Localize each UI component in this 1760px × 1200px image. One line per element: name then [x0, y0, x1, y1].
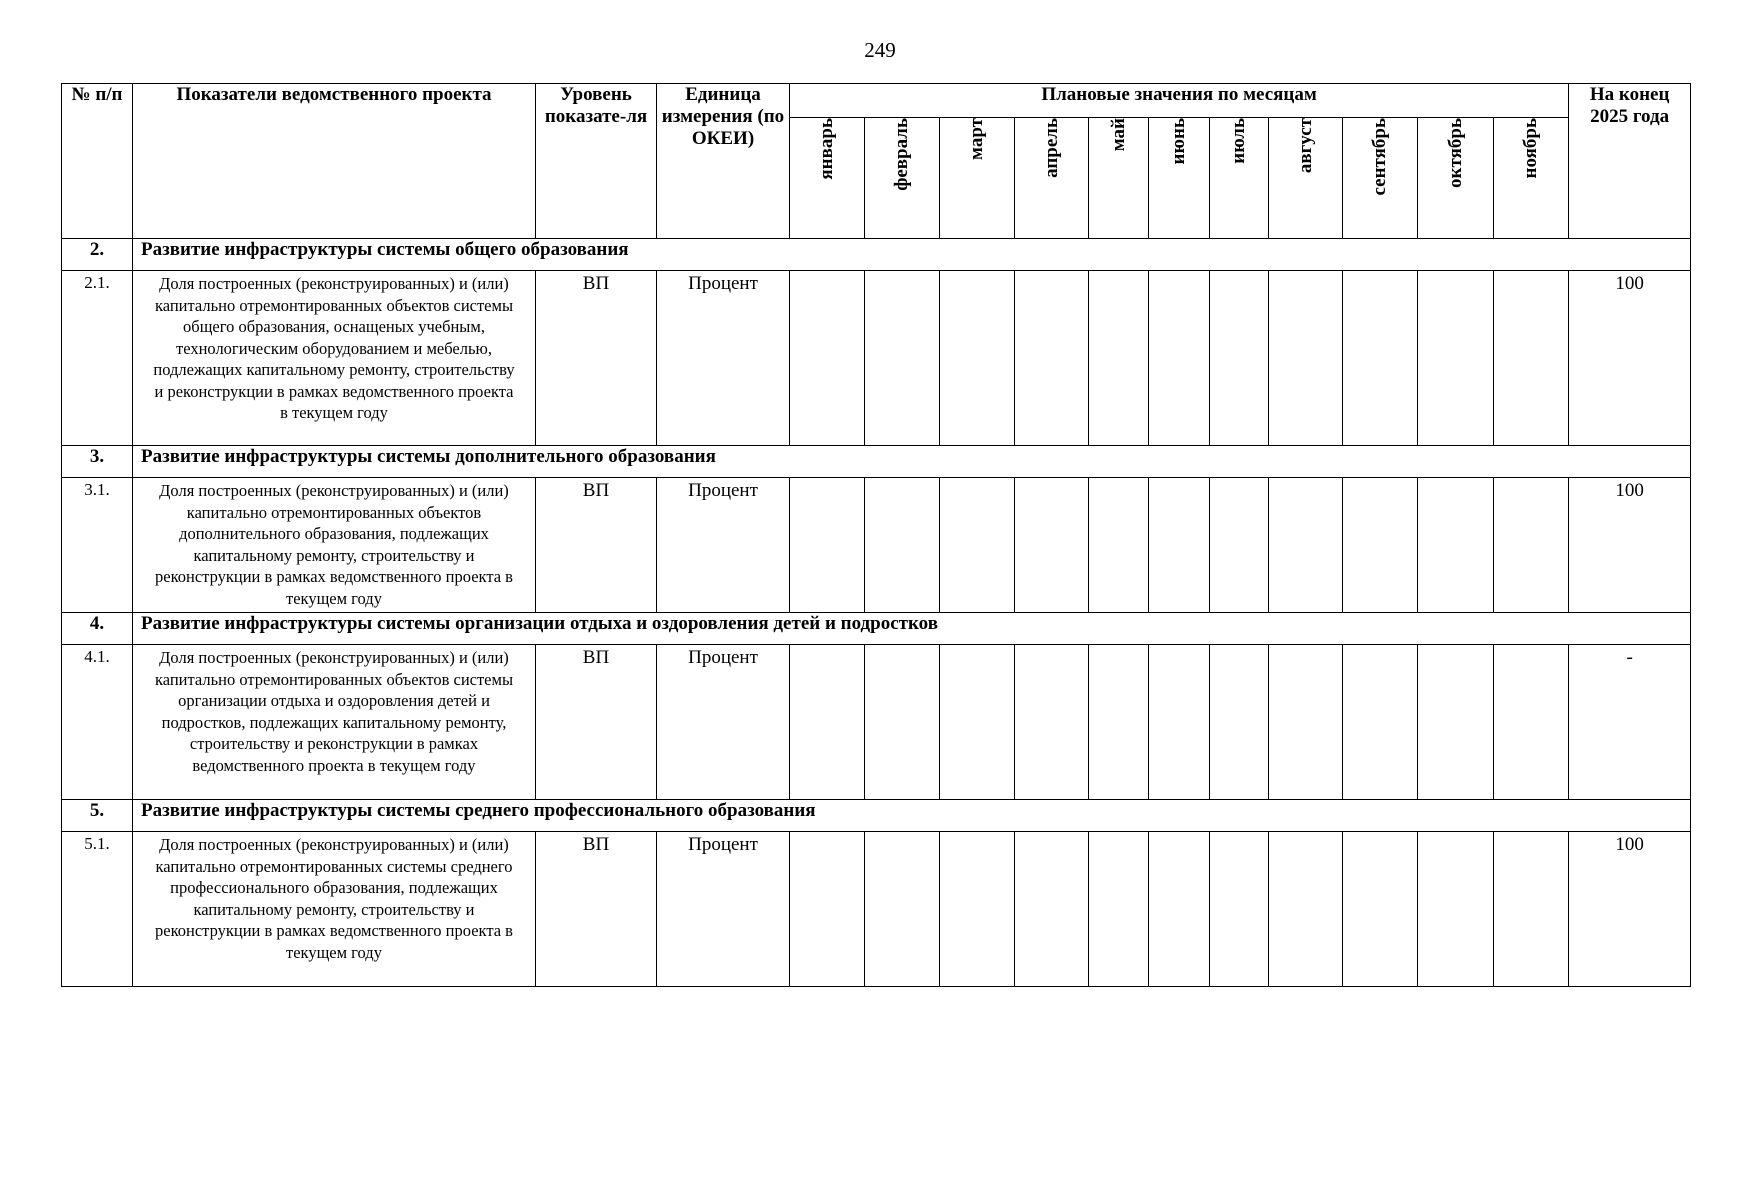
month-value-cell — [1015, 478, 1089, 613]
section-title: Развитие инфраструктуры системы организации отдыха и оздоровления детей и подростков — [133, 613, 1691, 645]
month-value-cell — [1494, 271, 1569, 446]
month-value-cell — [1015, 271, 1089, 446]
month-label: май — [1107, 118, 1129, 152]
header-unit: Единица измерения (по ОКЕИ) — [657, 84, 790, 239]
month-value-cell — [940, 271, 1015, 446]
header-month-november — [1494, 118, 1569, 239]
end-of-year-value: 100 — [1569, 478, 1691, 613]
month-value-cell — [1343, 478, 1418, 613]
section-title: Развитие инфраструктуры системы среднего профессионального образования — [133, 800, 1691, 832]
header-month-september — [1343, 118, 1418, 239]
month-value-cell — [865, 478, 940, 613]
month-value-cell — [1210, 478, 1269, 613]
month-value-cell — [1149, 478, 1210, 613]
header-month-may — [1089, 118, 1149, 239]
month-value-cell — [1269, 832, 1343, 987]
indicator-unit: Процент — [657, 478, 790, 613]
month-label: январь — [816, 118, 837, 180]
month-value-cell — [1343, 271, 1418, 446]
header-end-of-year: На конец 2025 года — [1569, 84, 1691, 239]
header-level: Уровень показате-ля — [536, 84, 657, 239]
indicator-unit: Процент — [657, 271, 790, 446]
end-of-year-value: 100 — [1569, 271, 1691, 446]
month-value-cell — [865, 645, 940, 800]
month-value-cell — [1418, 478, 1494, 613]
month-value-cell — [1210, 832, 1269, 987]
month-value-cell — [1149, 271, 1210, 446]
indicator-description: Доля построенных (реконструированных) и (или) капитально отремонтированных объектов системы организации отдыха и оздоровления детей и подростков, подлежащих капитальному ремонту, строительству и реконструкции в рамках ведомственного проекта в текущем году — [133, 645, 536, 800]
month-value-cell — [1343, 832, 1418, 987]
month-value-cell — [1015, 832, 1089, 987]
month-value-cell — [1418, 271, 1494, 446]
indicator-level: ВП — [536, 271, 657, 446]
month-label: июль — [1228, 118, 1249, 164]
month-label: июнь — [1168, 118, 1189, 165]
month-value-cell — [940, 478, 1015, 613]
month-label: октябрь — [1444, 118, 1466, 188]
month-value-cell — [790, 478, 865, 613]
header-num: № п/п — [62, 84, 133, 239]
section-number: 4. — [62, 613, 133, 645]
section-number: 2. — [62, 239, 133, 271]
header-month-march — [940, 118, 1015, 239]
month-label: апрель — [1040, 118, 1062, 178]
month-value-cell — [1418, 832, 1494, 987]
month-label: март — [966, 118, 987, 160]
header-month-january — [790, 118, 865, 239]
month-label: ноябрь — [1520, 118, 1542, 179]
month-value-cell — [1418, 645, 1494, 800]
indicator-level: ВП — [536, 645, 657, 800]
row-number: 3.1. — [62, 478, 133, 613]
section-title: Развитие инфраструктуры системы дополнительного образования — [133, 446, 1691, 478]
month-value-cell — [1149, 645, 1210, 800]
month-value-cell — [790, 645, 865, 800]
month-value-cell — [790, 832, 865, 987]
header-row-top — [62, 84, 1691, 118]
month-value-cell — [940, 645, 1015, 800]
section-row — [62, 239, 1691, 271]
header-month-april — [1015, 118, 1089, 239]
indicator-unit: Процент — [657, 645, 790, 800]
indicator-unit: Процент — [657, 832, 790, 987]
indicator-row — [62, 271, 1691, 446]
month-value-cell — [940, 832, 1015, 987]
month-value-cell — [1269, 478, 1343, 613]
month-value-cell — [1089, 271, 1149, 446]
header-months-title: Плановые значения по месяцам — [790, 84, 1569, 118]
row-number: 5.1. — [62, 832, 133, 987]
indicator-description: Доля построенных (реконструированных) и (или) капитально отремонтированных объектов дополнительного образования, подлежащих капитальному ремонту, строительству и реконструкции в рамках ведомственного проекта в текущем году — [133, 478, 536, 613]
section-number: 5. — [62, 800, 133, 832]
month-value-cell — [1210, 645, 1269, 800]
row-number: 2.1. — [62, 271, 133, 446]
month-value-cell — [1089, 478, 1149, 613]
header-month-july — [1210, 118, 1269, 239]
month-value-cell — [790, 271, 865, 446]
month-value-cell — [1149, 832, 1210, 987]
section-row — [62, 800, 1691, 832]
plan-table — [61, 83, 1691, 987]
section-row — [62, 613, 1691, 645]
month-value-cell — [865, 832, 940, 987]
header-indicator: Показатели ведомственного проекта — [133, 84, 536, 239]
month-label: август — [1294, 118, 1316, 174]
month-value-cell — [1494, 478, 1569, 613]
month-value-cell — [1494, 832, 1569, 987]
row-number: 4.1. — [62, 645, 133, 800]
end-of-year-value: - — [1569, 645, 1691, 800]
header-month-august — [1269, 118, 1343, 239]
indicator-level: ВП — [536, 478, 657, 613]
month-value-cell — [1210, 271, 1269, 446]
indicator-description: Доля построенных (реконструированных) и (или) капитально отремонтированных объектов системы общего образования, оснащеных учебным, технологическим оборудованием и мебелью, подлежащих капитальному ремонту, строительству и реконструкции в рамках ведомственного проекта в текущем году — [133, 271, 536, 446]
month-value-cell — [1494, 645, 1569, 800]
section-row — [62, 446, 1691, 478]
month-value-cell — [1089, 832, 1149, 987]
month-value-cell — [1269, 271, 1343, 446]
month-value-cell — [1015, 645, 1089, 800]
indicator-row — [62, 645, 1691, 800]
month-label: сентябрь — [1369, 118, 1390, 196]
indicator-description: Доля построенных (реконструированных) и (или) капитально отремонтированных системы среднего профессионального образования, подлежащих капитальному ремонту, строительству и реконструкции в рамках ведомственного проекта в текущем году — [133, 832, 536, 987]
month-value-cell — [1269, 645, 1343, 800]
section-title: Развитие инфраструктуры системы общего образования — [133, 239, 1691, 271]
month-value-cell — [1089, 645, 1149, 800]
section-number: 3. — [62, 446, 133, 478]
month-value-cell — [1343, 645, 1418, 800]
end-of-year-value: 100 — [1569, 832, 1691, 987]
page-number: 249 — [864, 38, 896, 62]
header-month-october — [1418, 118, 1494, 239]
header-month-february — [865, 118, 940, 239]
month-value-cell — [865, 271, 940, 446]
month-label: февраль — [891, 118, 912, 191]
indicator-level: ВП — [536, 832, 657, 987]
indicator-row — [62, 478, 1691, 613]
header-month-june — [1149, 118, 1210, 239]
indicator-row — [62, 832, 1691, 987]
